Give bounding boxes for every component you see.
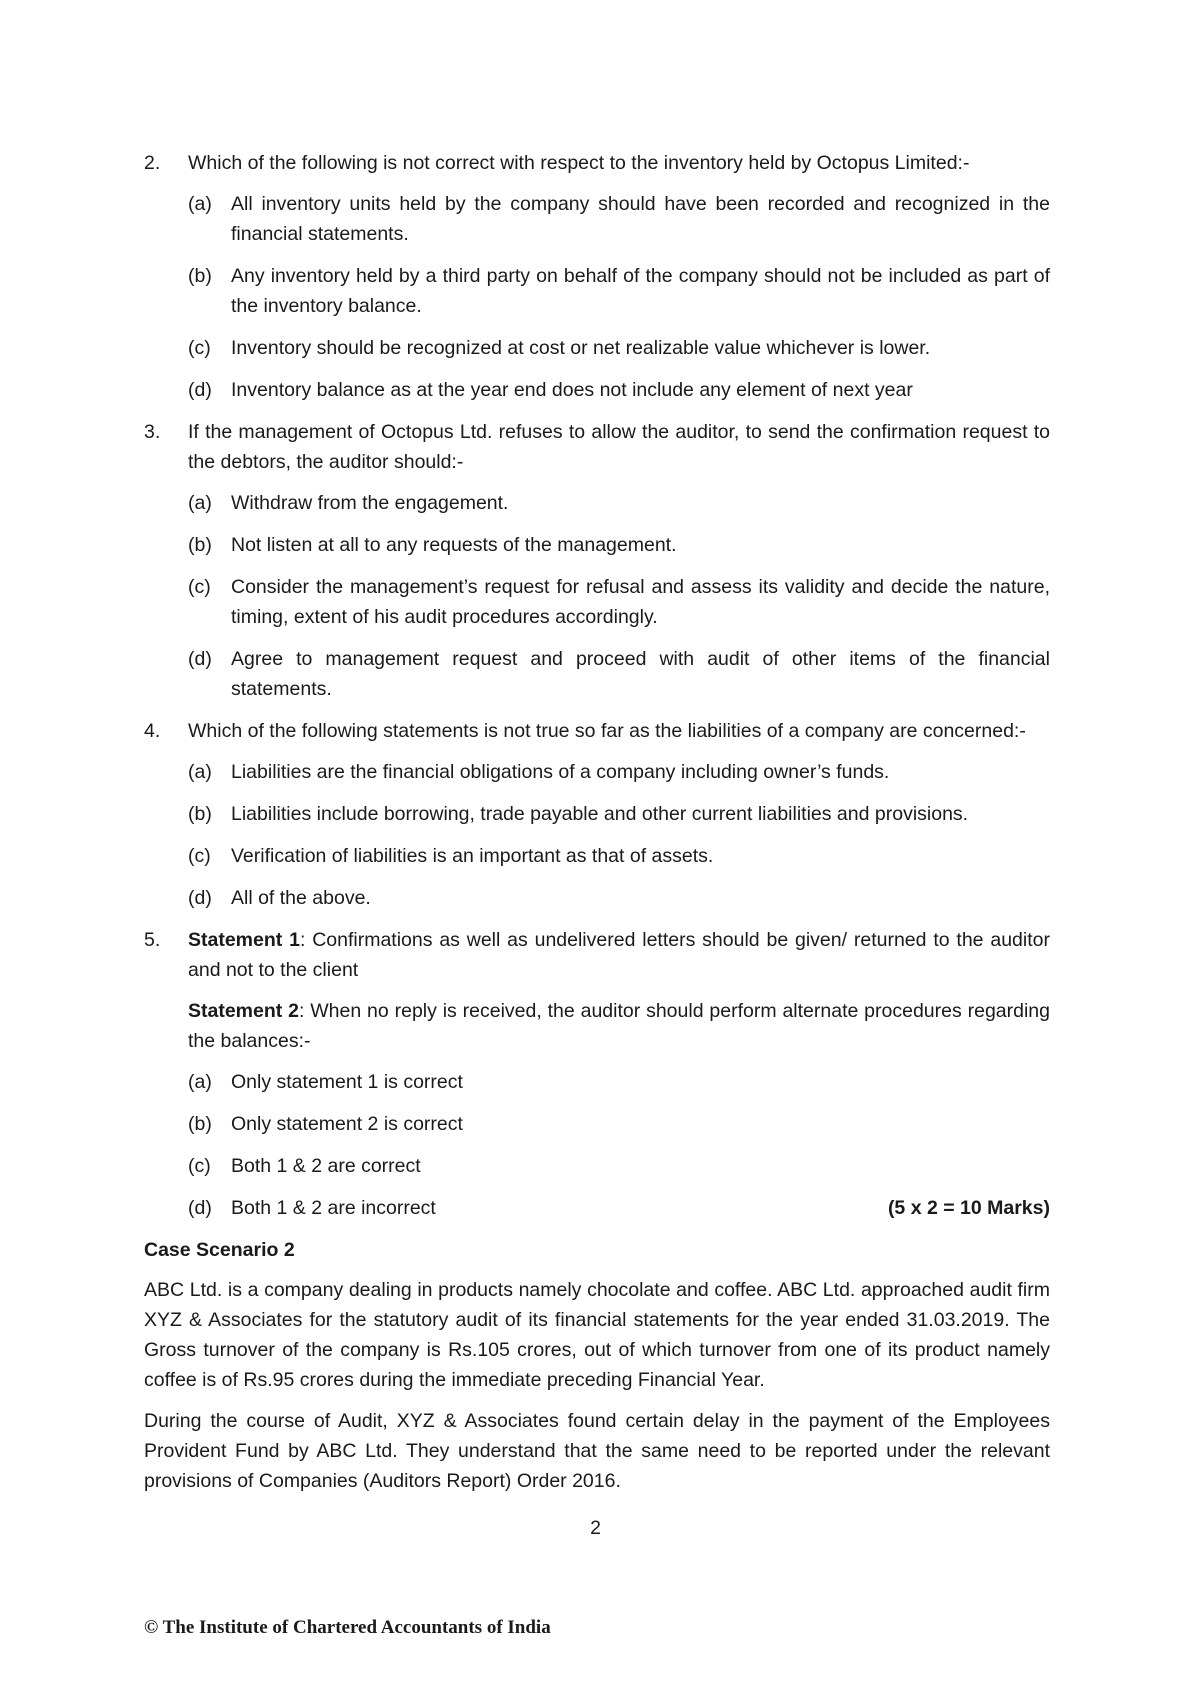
option-d xyxy=(188,375,1050,405)
option-b xyxy=(188,1109,1050,1139)
option-text: Consider the management’s request for refusal and assess its validity and decide the nature, timing, extent of his audit procedures accordingly. xyxy=(231,576,1050,628)
page-content xyxy=(144,148,1050,1507)
question-number: 2. xyxy=(144,152,161,174)
option-label: (c) xyxy=(188,337,211,359)
option-text: Liabilities are the financial obligations of a company including owner’s funds. xyxy=(231,761,890,783)
option-text: Only statement 1 is correct xyxy=(231,1071,463,1093)
option-label: (d) xyxy=(188,648,212,670)
case-scenario-title: Case Scenario 2 xyxy=(144,1239,295,1261)
question-text: Which of the following is not correct with respect to the inventory held by Octopus Limited:- xyxy=(188,152,970,174)
page-number: 2 xyxy=(590,1517,601,1539)
option-c xyxy=(188,1151,1050,1181)
option-label: (b) xyxy=(188,265,212,287)
option-label: (c) xyxy=(188,845,211,867)
option-label: (b) xyxy=(188,803,212,825)
option-d xyxy=(188,883,1050,913)
option-text: Inventory balance as at the year end does not include any element of next year xyxy=(231,379,913,401)
option-label: (b) xyxy=(188,534,212,556)
option-a xyxy=(188,757,1050,787)
statement-label: Statement 1 xyxy=(188,929,300,951)
statement-text: : Confirmations as well as undelivered letters should be given/ returned to the auditor and not to the client xyxy=(188,929,1050,981)
option-text: All inventory units held by the company should have been recorded and recognized in the financial statements. xyxy=(231,193,1050,245)
option-label: (c) xyxy=(188,1155,211,1177)
option-label: (d) xyxy=(188,379,212,401)
question-number: 4. xyxy=(144,720,161,742)
option-text: Agree to management request and proceed with audit of other items of the financial statements. xyxy=(231,648,1050,700)
option-text: Verification of liabilities is an important as that of assets. xyxy=(231,845,714,867)
option-label: (b) xyxy=(188,1113,212,1135)
option-d xyxy=(188,1193,1050,1223)
option-c xyxy=(188,841,1050,871)
option-text: Both 1 & 2 are incorrect xyxy=(231,1197,436,1219)
option-label: (d) xyxy=(188,887,212,909)
option-label: (a) xyxy=(188,761,212,783)
option-list xyxy=(188,488,1050,704)
marks-allocation: (5 x 2 = 10 Marks) xyxy=(887,1197,1050,1219)
option-a xyxy=(188,488,1050,518)
statement-1 xyxy=(188,925,1050,985)
question-3 xyxy=(144,417,1050,704)
question-text: Which of the following statements is not true so far as the liabilities of a company are concerned:- xyxy=(188,720,1026,742)
option-a xyxy=(188,189,1050,249)
option-list xyxy=(188,1067,1050,1223)
option-b xyxy=(188,261,1050,321)
option-c xyxy=(188,333,1050,363)
statement-text: : When no reply is received, the auditor should perform alternate procedures regarding the balances:- xyxy=(188,1000,1050,1052)
case-scenario-paragraph: During the course of Audit, XYZ & Associates found certain delay in the payment of the Employees Provident Fund by ABC Ltd. They understand that the same need to be reported under the relevant provisions of Companies (Auditors Report) Order 2016. xyxy=(144,1410,1050,1492)
option-text: Only statement 2 is correct xyxy=(231,1113,463,1135)
option-list xyxy=(188,189,1050,405)
question-4 xyxy=(144,716,1050,913)
option-text: All of the above. xyxy=(231,887,371,909)
option-label: (c) xyxy=(188,576,211,598)
option-c xyxy=(188,572,1050,632)
question-2 xyxy=(144,148,1050,405)
option-text: Any inventory held by a third party on behalf of the company should not be included as part of the inventory balance. xyxy=(231,265,1050,317)
question-number: 5. xyxy=(144,929,161,951)
copyright-footer: © The Institute of Chartered Accountants of India xyxy=(144,1617,551,1638)
option-label: (a) xyxy=(188,492,212,514)
statement-label: Statement 2 xyxy=(188,1000,299,1022)
statement-2 xyxy=(188,996,1050,1056)
option-label: (a) xyxy=(188,193,212,215)
option-text: Both 1 & 2 are correct xyxy=(231,1155,421,1177)
option-text: Inventory should be recognized at cost or net realizable value whichever is lower. xyxy=(231,337,931,359)
option-text: Withdraw from the engagement. xyxy=(231,492,509,514)
option-label: (d) xyxy=(188,1197,212,1219)
option-d xyxy=(188,644,1050,704)
option-list xyxy=(188,757,1050,913)
question-5 xyxy=(144,925,1050,1223)
option-text: Liabilities include borrowing, trade payable and other current liabilities and provisions. xyxy=(231,803,969,825)
option-a xyxy=(188,1067,1050,1097)
question-text: If the management of Octopus Ltd. refuses to allow the auditor, to send the confirmation request to the debtors, the auditor should:- xyxy=(188,421,1050,473)
option-b xyxy=(188,530,1050,560)
case-scenario-paragraph: ABC Ltd. is a company dealing in products namely chocolate and coffee. ABC Ltd. approached audit firm XYZ & Associates for the statutory audit of its financial statements for the year ended 31.03.2019. The Gross turnover of the company is Rs.105 crores, out of which turnover from one of its product namely coffee is of Rs.95 crores during the immediate preceding Financial Year. xyxy=(144,1279,1050,1391)
option-b xyxy=(188,799,1050,829)
option-text: Not listen at all to any requests of the management. xyxy=(231,534,677,556)
question-number: 3. xyxy=(144,421,161,443)
option-label: (a) xyxy=(188,1071,212,1093)
